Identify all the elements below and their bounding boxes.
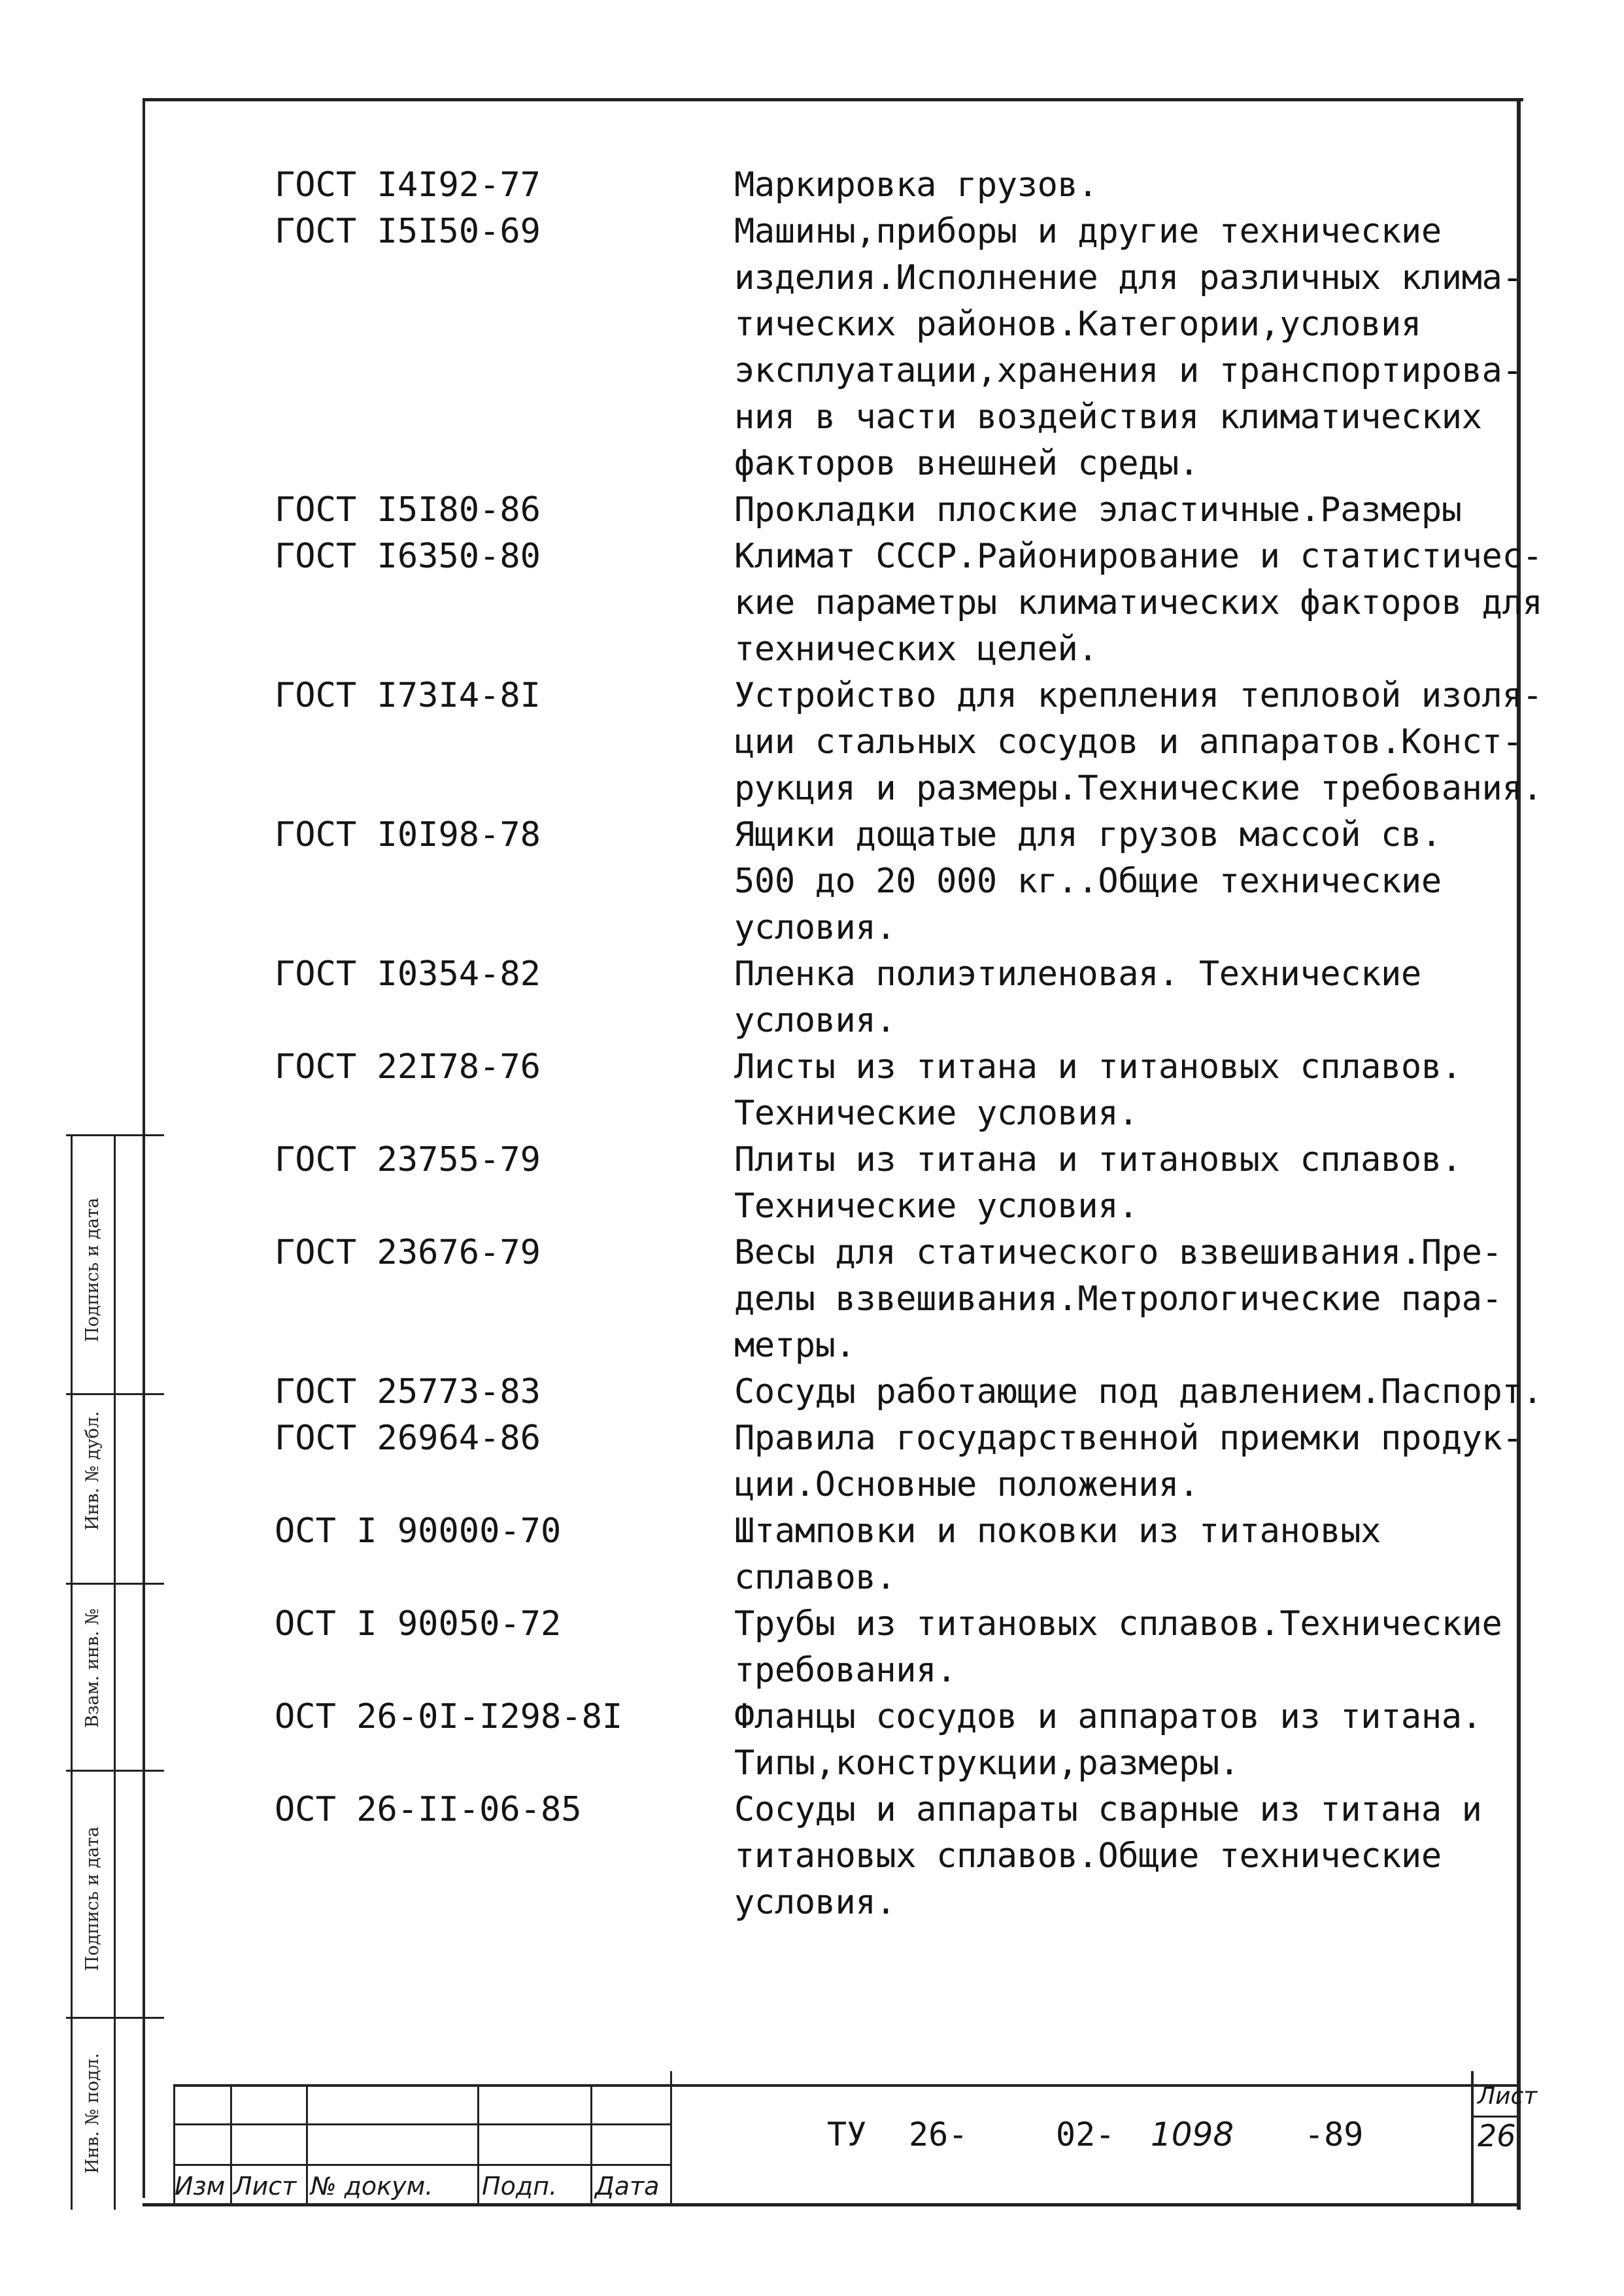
reference-entry [275,1044,1504,1137]
title-line: Правила государственной приемки продук- [734,1419,1523,1458]
title-line: Весы для статического взвешивания.Пре- [734,1233,1502,1272]
margin-outer-line [71,1134,73,2210]
standard-code: ГОСТ I4I92-77 [275,165,541,205]
doc-part2: 02- [1056,2116,1115,2153]
standard-title [734,1137,1506,1230]
stamp-col-docnum: № докум. [311,2172,433,2201]
standard-title [734,209,1523,487]
title-block [173,2083,1538,2204]
title-line: условия. [734,1001,896,1040]
stamp-col-line [306,2084,308,2204]
title-line: Листы из титана и титановых сплавов. [734,1047,1462,1087]
margin-label-orig-inv: Инв. № подл. [82,2053,103,2174]
margin-label-replace-inv: Взам. инв. № [82,1608,103,1728]
reference-entry [275,162,1504,209]
margin-label-sign-date-top: Подпись и дата [82,1197,103,1342]
standard-title [734,1415,1523,1508]
title-line: требования. [734,1651,956,1690]
standard-code: ГОСТ 22I78-76 [275,1047,541,1087]
stamp-col-date: Дата [595,2172,660,2201]
title-line: технических целей. [734,630,1098,669]
stamp-col-line [670,2071,672,2204]
doc-part4: -89 [1304,2116,1364,2153]
stamp-col-line [590,2084,592,2204]
title-line: ции стальных сосудов и аппаратов.Конст- [734,722,1523,762]
title-line: Сосуды работающие под давлением.Паспорт. [734,1372,1543,1411]
standard-code: ГОСТ I5I50-69 [275,212,541,251]
standard-title [734,162,1506,209]
doc-part3: 1098 [1151,2116,1234,2153]
title-line: Технические условия. [734,1094,1139,1133]
standard-title [734,487,1506,533]
title-line: изделия.Исполнение для различных клима- [734,258,1523,297]
sheet-number: 26 [1478,2118,1516,2153]
reference-entry [275,1415,1523,1508]
reference-entry [275,1694,1504,1787]
title-line: делы взвешивания.Метрологические пара- [734,1279,1502,1319]
title-line: условия. [734,1883,896,1922]
stamp-top-line [173,2084,1521,2087]
title-line: ции.Основные положения. [734,1465,1199,1504]
reference-entry [275,533,1543,673]
reference-entry [275,812,1504,951]
stamp-col-line [230,2084,232,2204]
stamp-col-line [477,2084,479,2204]
standard-code: ГОСТ 26964-86 [275,1419,541,1458]
stamp-col-change: Изм [175,2172,226,2201]
reference-entry [275,1137,1504,1230]
standard-code: ОСТ I 90000-70 [275,1511,562,1551]
title-line: Пленка полиэтиленовая. Технические [734,954,1421,994]
title-line: Устройство для крепления тепловой изоля- [734,676,1543,715]
standard-title [734,673,1543,812]
title-line: Сосуды и аппараты сварные из титана и [734,1790,1482,1829]
stamp-col-line [1471,2071,1474,2204]
stamp-row-line [173,2123,670,2125]
title-line: сплавов. [734,1558,896,1597]
reference-entry [275,487,1504,533]
title-line: Фланцы сосудов и аппаратов из титана. [734,1697,1482,1736]
standard-title [734,951,1506,1044]
title-line: условия. [734,908,896,947]
standard-code: ГОСТ 23755-79 [275,1140,541,1179]
reference-entry [275,951,1504,1044]
title-line: Прокладки плоские эластичные.Размеры [734,490,1462,530]
title-line: ния в части воздействия климатических [734,397,1482,437]
standard-title [734,1508,1506,1601]
standard-title [734,1694,1506,1787]
standard-title [734,812,1506,951]
standard-title [734,1601,1506,1694]
frame-right-border [1517,98,1521,2210]
standard-code: ГОСТ I0I98-78 [275,815,541,854]
title-line: Плиты из титана и титановых сплавов. [734,1140,1462,1179]
reference-entry [275,209,1523,487]
stamp-row-line [173,2164,670,2166]
margin-label-dupl-inv: Инв. № дубл. [82,1411,103,1530]
reference-list [275,162,1543,1926]
title-line: факторов внешней среды. [734,444,1199,483]
reference-entry [275,1508,1504,1601]
margin-divider [66,1393,164,1395]
margin-strip [63,1134,161,2210]
standard-code: ГОСТ 25773-83 [275,1372,541,1411]
standard-title [734,533,1543,673]
title-line: метры. [734,1326,856,1365]
title-line: 500 до 20 000 кг..Общие технические [734,862,1442,901]
reference-entry [275,1230,1504,1369]
margin-divider [66,2017,164,2019]
title-line: Машины,приборы и другие технические [734,212,1442,251]
stamp-col-sign: Подп. [482,2172,558,2201]
title-line: Трубы из титановых сплавов.Технические [734,1604,1502,1644]
title-line: Штамповки и поковки из титановых [734,1511,1381,1551]
margin-label-sign-date-bottom: Подпись и дата [82,1826,103,1971]
standard-code: ГОСТ I0354-82 [275,954,541,994]
title-line: рукция и размеры.Технические требования. [734,769,1543,808]
title-line: Маркировка грузов. [734,165,1098,205]
title-line: Типы,конструкции,размеры. [734,1744,1240,1783]
standard-title [734,1230,1506,1369]
title-line: тических районов.Категории,условия [734,305,1421,344]
reference-entry [275,1369,1543,1415]
doc-prefix: ТУ [827,2116,867,2153]
doc-part1: 26- [909,2116,968,2153]
reference-entry [275,673,1543,812]
title-line: титановых сплавов.Общие технические [734,1836,1442,1876]
standard-code: ОСТ 26-II-06-85 [275,1790,582,1829]
margin-inner-line [114,1134,116,2210]
title-line: Ящики дощатые для грузов массой св. [734,815,1442,854]
reference-entry [275,1601,1504,1694]
title-line: Климат СССР.Районирование и статистичес- [734,537,1543,576]
margin-divider [66,1770,164,1772]
standard-title [734,1044,1506,1137]
title-line: кие параметры климатических факторов для [734,583,1543,622]
title-line: Технические условия. [734,1187,1139,1226]
title-line: эксплуатации,хранения и транспортирова- [734,351,1523,390]
standard-code: ГОСТ I73I4-8I [275,676,541,715]
standard-code: ГОСТ I5I80-86 [275,490,541,530]
frame-top-border [143,98,1523,101]
standard-title [734,1369,1543,1415]
margin-divider [66,1134,164,1136]
standard-title [734,1787,1506,1926]
standard-code: ГОСТ 23676-79 [275,1233,541,1272]
standard-code: ОСТ I 90050-72 [275,1604,562,1644]
stamp-sheet-divider [1471,2116,1521,2118]
sheet-label: Лист [1478,2083,1538,2110]
stamp-col-sheet: Лист [233,2172,297,2201]
standard-code: ОСТ 26-0I-I298-8I [275,1697,623,1736]
margin-divider [66,1583,164,1585]
reference-entry [275,1787,1504,1926]
standard-code: ГОСТ I6350-80 [275,537,541,576]
